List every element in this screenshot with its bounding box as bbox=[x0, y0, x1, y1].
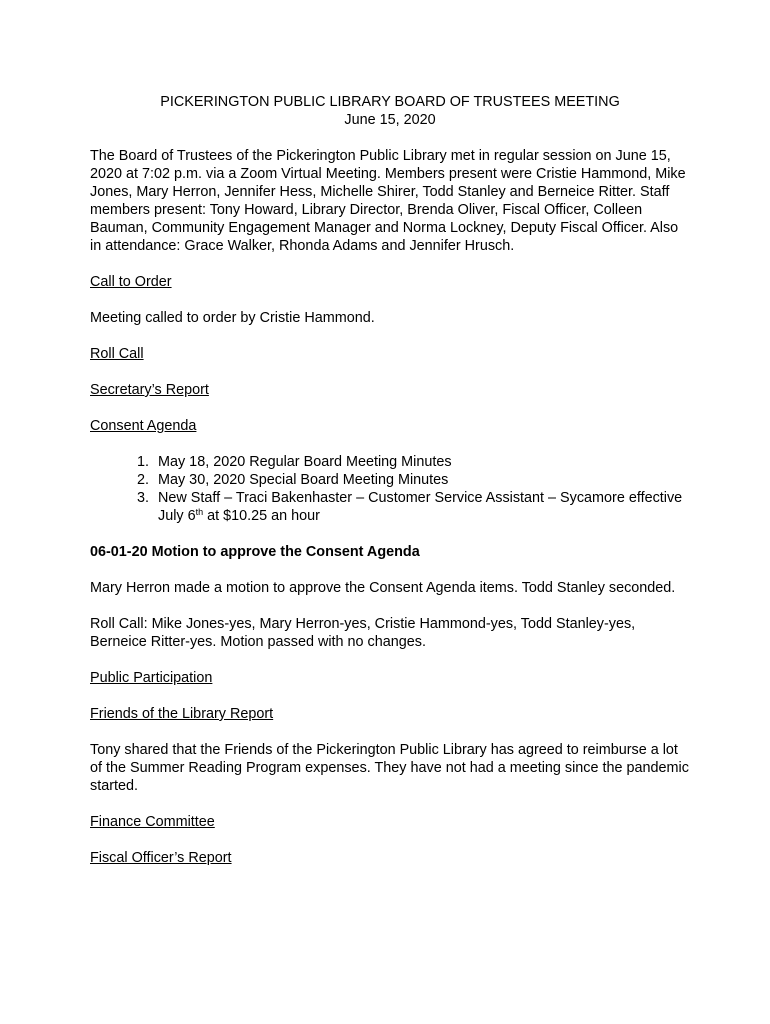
consent-agenda-list bbox=[90, 453, 690, 525]
list-item bbox=[137, 453, 690, 471]
section-heading-friends-report: Friends of the Library Report bbox=[90, 706, 274, 722]
section-heading-public-participation: Public Participation bbox=[90, 670, 213, 686]
list-item-text: New Staff – Traci Bakenhaster – Customer Service Assistant – Sycamore effective July 6 bbox=[158, 490, 683, 524]
section-heading-finance-committee: Finance Committee bbox=[90, 814, 215, 830]
list-item bbox=[137, 471, 690, 489]
section-heading-fiscal-officer-report: Fiscal Officer’s Report bbox=[90, 850, 232, 866]
list-item bbox=[137, 489, 690, 525]
meeting-date: June 15, 2020 bbox=[344, 112, 436, 128]
motion-heading: 06-01-20 Motion to approve the Consent Agenda bbox=[90, 544, 420, 560]
list-item-number: 3. bbox=[137, 490, 150, 506]
section-heading-call-to-order: Call to Order bbox=[90, 274, 172, 290]
motion-roll-call: Roll Call: Mike Jones-yes, Mary Herron-yes, Cristie Hammond-yes, Todd Stanley-yes, Berneice Ritter-yes. Motion passed with no changes. bbox=[90, 616, 636, 650]
document-header bbox=[90, 93, 690, 129]
list-item-text: May 30, 2020 Special Board Meeting Minutes bbox=[158, 472, 449, 488]
document-page bbox=[90, 93, 690, 867]
section-heading-secretary-report: Secretary’s Report bbox=[90, 382, 209, 398]
list-item-text: May 18, 2020 Regular Board Meeting Minutes bbox=[158, 454, 452, 470]
ordinal-suffix: th bbox=[195, 507, 204, 517]
section-heading-consent-agenda: Consent Agenda bbox=[90, 418, 197, 434]
list-item-text-continued: at $10.25 an hour bbox=[203, 508, 320, 524]
intro-paragraph: The Board of Trustees of the Pickerington Public Library met in regular session on June 15, 2020 at 7:02 p.m. via a Zoom Virtual Meeting. Members present were Cristie Hammond, Mike Jones, Mary Herron, Jennifer Hess, Michelle Shirer, Todd Stanley and Berneice Ritter. Staff members present: Tony Howard, Library Director, Brenda Oliver, Fiscal Officer, Colleen Bauman, Community Engagement Manager and Norma Lockney, Deputy Fiscal Officer. Also in attendance: Grace Walker, Rhonda Adams and Jennifer Hrusch. bbox=[90, 148, 686, 254]
call-to-order-text: Meeting called to order by Cristie Hammond. bbox=[90, 310, 375, 326]
document-title: PICKERINGTON PUBLIC LIBRARY BOARD OF TRUSTEES MEETING bbox=[160, 94, 620, 110]
section-heading-roll-call: Roll Call bbox=[90, 346, 144, 362]
friends-report-text: Tony shared that the Friends of the Pickerington Public Library has agreed to reimburse a lot of the Summer Reading Program expenses. They have not had a meeting since the pandemic started. bbox=[90, 742, 689, 794]
list-item-number: 2. bbox=[137, 472, 150, 488]
list-item-number: 1. bbox=[137, 454, 150, 470]
motion-text: Mary Herron made a motion to approve the Consent Agenda items. Todd Stanley seconded. bbox=[90, 580, 676, 596]
